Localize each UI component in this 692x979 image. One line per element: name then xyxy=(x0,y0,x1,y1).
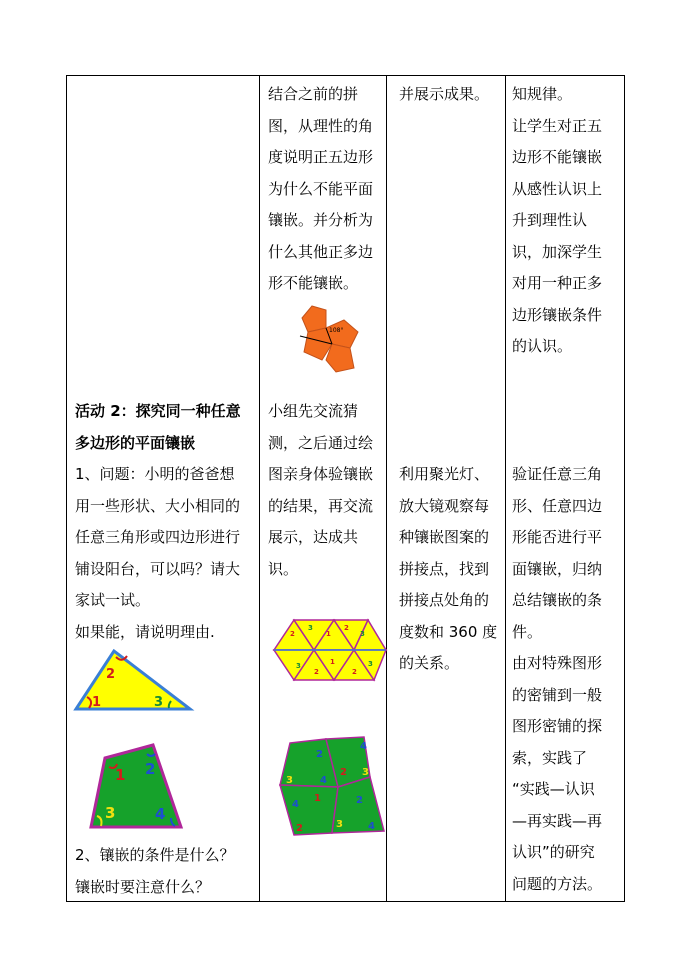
angle-label: 1 xyxy=(92,695,102,710)
text-line: 铺设阳台，可以吗？请大 xyxy=(75,559,241,578)
angle-label: 3 xyxy=(360,630,365,638)
text-line: 识。 xyxy=(268,559,299,578)
text-line: 放大镜观察每 xyxy=(399,496,490,515)
angle-label: 3 xyxy=(308,624,313,632)
angle-label: 4 xyxy=(292,799,299,810)
angle-label: 3 xyxy=(154,695,164,710)
angle-label: 1 xyxy=(115,766,126,784)
text-line: 的认识。 xyxy=(512,337,573,355)
text-line: 并展示成果。 xyxy=(399,85,490,103)
text-line: 的密铺到一般 xyxy=(512,685,603,704)
quadrilateral-tessellation-figure xyxy=(276,735,388,839)
text-line: 为什么不能平面 xyxy=(268,179,374,198)
text-line: 从感性认识上 xyxy=(512,179,603,198)
angle-label: 2 xyxy=(106,667,116,682)
activity2-method xyxy=(268,396,388,585)
angle-label: 3 xyxy=(296,662,301,670)
student-activity-2 xyxy=(399,459,499,680)
text-line: 1、问题：小明的爸爸想 xyxy=(75,465,235,483)
text-line: 展示，达成共 xyxy=(268,528,359,546)
text-line: 镶嵌。并分析为 xyxy=(268,211,374,229)
angle-label: 3 xyxy=(362,767,369,778)
text-line: 面镶嵌，归纳 xyxy=(512,559,603,578)
angle-label: 1 xyxy=(326,630,331,638)
text-line: 识，加深学生 xyxy=(512,242,603,261)
text-line: 由对特殊图形 xyxy=(512,654,603,672)
angle-label: 2 xyxy=(356,795,363,806)
angle-label: 2 xyxy=(344,624,349,632)
angle-label: 3 xyxy=(105,804,116,822)
column-divider xyxy=(259,76,260,901)
text-line: 测，之后通过绘 xyxy=(268,433,374,452)
text-line: —再实践—再 xyxy=(512,811,603,830)
text-line: 拼接点处角的 xyxy=(399,591,490,609)
text-line: 图形密铺的探 xyxy=(512,717,603,735)
angle-label: 2 xyxy=(340,767,347,778)
angle-label: 3 xyxy=(368,660,373,668)
triangle-tessellation-figure xyxy=(268,612,388,688)
text-line: 的结果，再交流 xyxy=(268,496,374,515)
angle-label: 2 xyxy=(316,749,323,760)
text-line: 总结镶嵌的条 xyxy=(512,591,603,609)
text-line: 度数和 360 度 xyxy=(399,622,498,641)
text-line: 形不能镶嵌。 xyxy=(268,274,359,292)
angle-label: 3 xyxy=(336,819,343,830)
text-line: 让学生对正五 xyxy=(512,116,603,135)
text-line: 的关系。 xyxy=(399,654,460,672)
angle-label: 2 xyxy=(145,760,156,778)
angle-label: 1 xyxy=(314,793,321,804)
angle-label: 2 xyxy=(352,668,357,676)
text-line: 种镶嵌图案的 xyxy=(399,528,490,546)
text-line: 任意三角形或四边形进行 xyxy=(75,528,241,546)
column-divider xyxy=(505,76,506,901)
text-line: 2、镶嵌的条件是什么？ xyxy=(75,846,235,864)
activity2-title xyxy=(75,396,257,459)
text-line: 索，实践了 xyxy=(512,748,588,767)
angle-label: 4 xyxy=(155,805,166,823)
angle-label: 4 xyxy=(320,775,327,786)
text-line: 多边形的平面镶嵌 xyxy=(75,433,196,452)
text-line: 验证任意三角 xyxy=(512,465,603,483)
text-line: 形、任意四边 xyxy=(512,496,603,515)
triangle-figure xyxy=(70,645,196,717)
angle-label: 2 xyxy=(290,630,295,638)
design-intent-2 xyxy=(512,459,618,900)
pentagon-explanation xyxy=(268,79,388,300)
text-line: 什么其他正多边 xyxy=(268,242,374,261)
text-line: 结合之前的拼 xyxy=(268,85,359,103)
text-line: 形能否进行平 xyxy=(512,528,603,546)
text-line: 问题的方法。 xyxy=(512,874,603,893)
text-line: 升到理性认 xyxy=(512,211,588,229)
angle-label: 4 xyxy=(360,741,367,752)
text-line: 认识”的研究 xyxy=(512,843,595,861)
angle-label: 1 xyxy=(330,658,335,666)
question-1 xyxy=(75,459,257,648)
text-line: 图亲身体验镶嵌 xyxy=(268,465,374,483)
text-line: 利用聚光灯、 xyxy=(399,465,490,483)
angle-label: 3 xyxy=(286,775,293,786)
text-line: 拼接点，找到 xyxy=(399,559,490,578)
text-line: 边形镶嵌条件 xyxy=(512,305,603,324)
angle-label: 4 xyxy=(368,821,375,832)
angle-label: 108° xyxy=(329,327,344,334)
text-line: 图，从理性的角 xyxy=(268,116,374,135)
text-line: 知规律。 xyxy=(512,85,573,103)
quadrilateral-figure xyxy=(85,740,185,832)
text-line: 镶嵌时要注意什么？ xyxy=(75,877,211,896)
text-line: 对用一种正多 xyxy=(512,274,603,292)
text-line: 家试一试。 xyxy=(75,591,151,609)
angle-label: 2 xyxy=(314,668,319,676)
text-line: 件。 xyxy=(512,622,543,641)
design-intent-top xyxy=(512,79,618,363)
reason-prompt: 如果能，请说明理由. xyxy=(75,622,215,641)
text-line: 小组先交流猜 xyxy=(268,402,359,420)
student-activity-top xyxy=(399,79,499,111)
text-line: 活动 2：探究同一种任意 xyxy=(75,402,241,420)
pentagon-figure xyxy=(296,304,362,374)
question-2 xyxy=(75,840,257,903)
text-line: 边形不能镶嵌 xyxy=(512,148,603,166)
text-line: 度说明正五边形 xyxy=(268,148,374,166)
angle-label: 2 xyxy=(296,823,303,834)
text-line: “实践—认识 xyxy=(512,780,595,798)
text-line: 用一些形状、大小相同的 xyxy=(75,496,241,515)
